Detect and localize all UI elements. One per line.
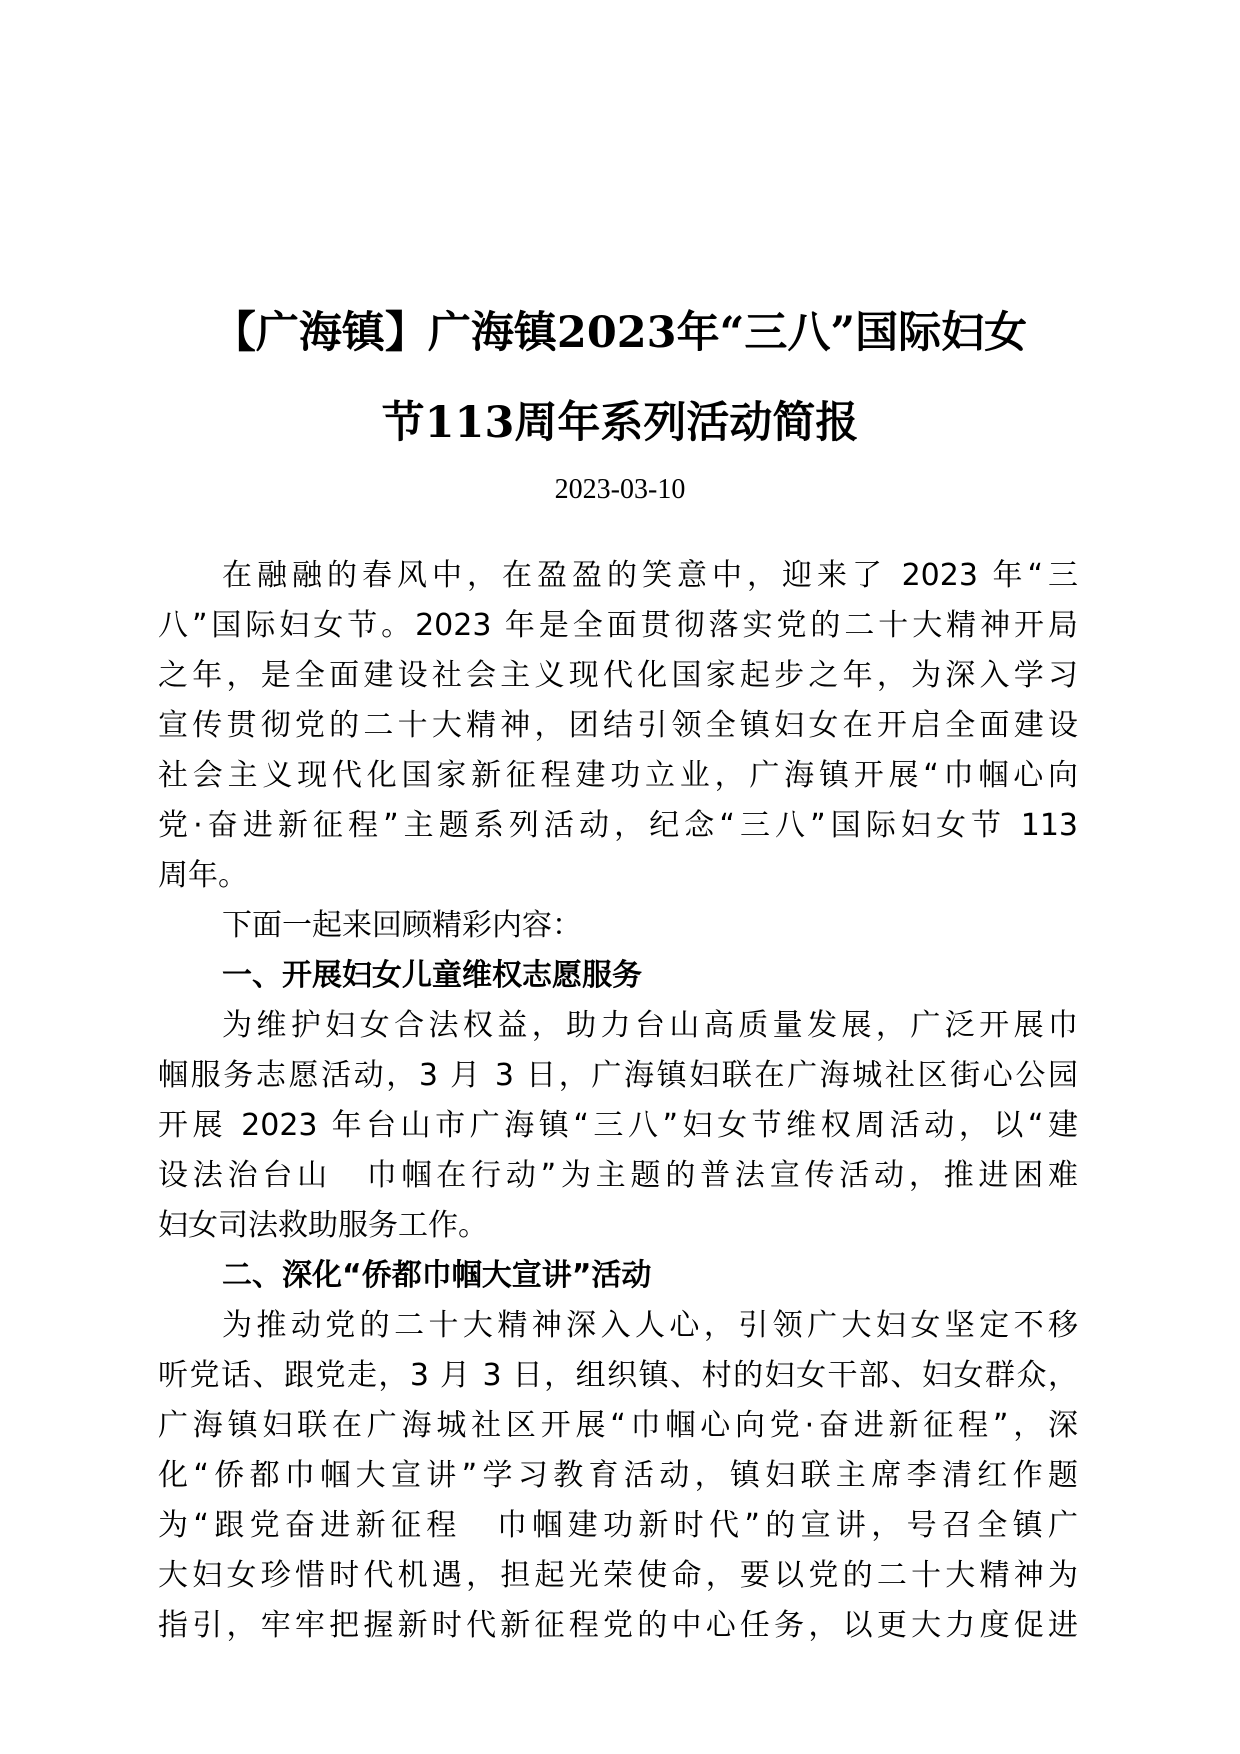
paragraph-line: 为“跟党奋进新征程 巾帼建功新时代”的宣讲，号召全镇广 (158, 1508, 1078, 1543)
paragraph-line: 帼服务志愿活动，3 月 3 日，广海镇妇联在广海城社区街心公园 (158, 1058, 1078, 1093)
paragraph-line: 宣传贯彻党的二十大精神，团结引领全镇妇女在开启全面建设 (158, 708, 1078, 743)
document-title-line-2: 节113周年系列活动简报 (381, 398, 859, 448)
paragraph-line: 下面一起来回顾精彩内容： (222, 908, 582, 943)
paragraph-line: 为推动党的二十大精神深入人心，引领广大妇女坚定不移 (222, 1308, 1078, 1343)
paragraph-line: 八”国际妇女节。2023 年是全面贯彻落实党的二十大精神开局 (158, 608, 1078, 643)
paragraph-line: 设法治台山 巾帼在行动”为主题的普法宣传活动，推进困难 (158, 1158, 1078, 1193)
paragraph-line: 听党话、跟党走，3 月 3 日，组织镇、村的妇女干部、妇女群众， (158, 1358, 1078, 1393)
document-title-line-1: 【广海镇】广海镇2023年“三八”国际妇女 (212, 308, 1028, 358)
paragraph-line: 周年。 (158, 858, 248, 893)
paragraph-line: 广海镇妇联在广海城社区开展“巾帼心向党·奋进新征程”，深 (158, 1408, 1078, 1443)
paragraph-line: 为维护妇女合法权益，助力台山高质量发展，广泛开展巾 (222, 1008, 1078, 1043)
section-heading: 二、深化“侨都巾帼大宣讲”活动 (222, 1258, 652, 1293)
paragraph-line: 大妇女珍惜时代机遇，担起光荣使命，要以党的二十大精神为 (158, 1558, 1078, 1593)
section-heading: 一、开展妇女儿童维权志愿服务 (222, 958, 642, 993)
paragraph-line: 妇女司法救助服务工作。 (158, 1208, 488, 1243)
paragraph-line: 开展 2023 年台山市广海镇“三八”妇女节维权周活动，以“建 (158, 1108, 1078, 1143)
document-date: 2023-03-10 (554, 474, 686, 505)
paragraph-line: 在融融的春风中，在盈盈的笑意中，迎来了 2023 年“三 (222, 558, 1078, 593)
paragraph-line: 党·奋进新征程”主题系列活动，纪念“三八”国际妇女节 113 (158, 808, 1078, 843)
paragraph-line: 化“侨都巾帼大宣讲”学习教育活动，镇妇联主席李清红作题 (158, 1458, 1078, 1493)
paragraph-line: 之年，是全面建设社会主义现代化国家起步之年，为深入学习 (158, 658, 1078, 693)
paragraph-line: 社会主义现代化国家新征程建功立业，广海镇开展“巾帼心向 (158, 758, 1078, 793)
paragraph-line: 指引，牢牢把握新时代新征程党的中心任务，以更大力度促进 (158, 1608, 1078, 1643)
